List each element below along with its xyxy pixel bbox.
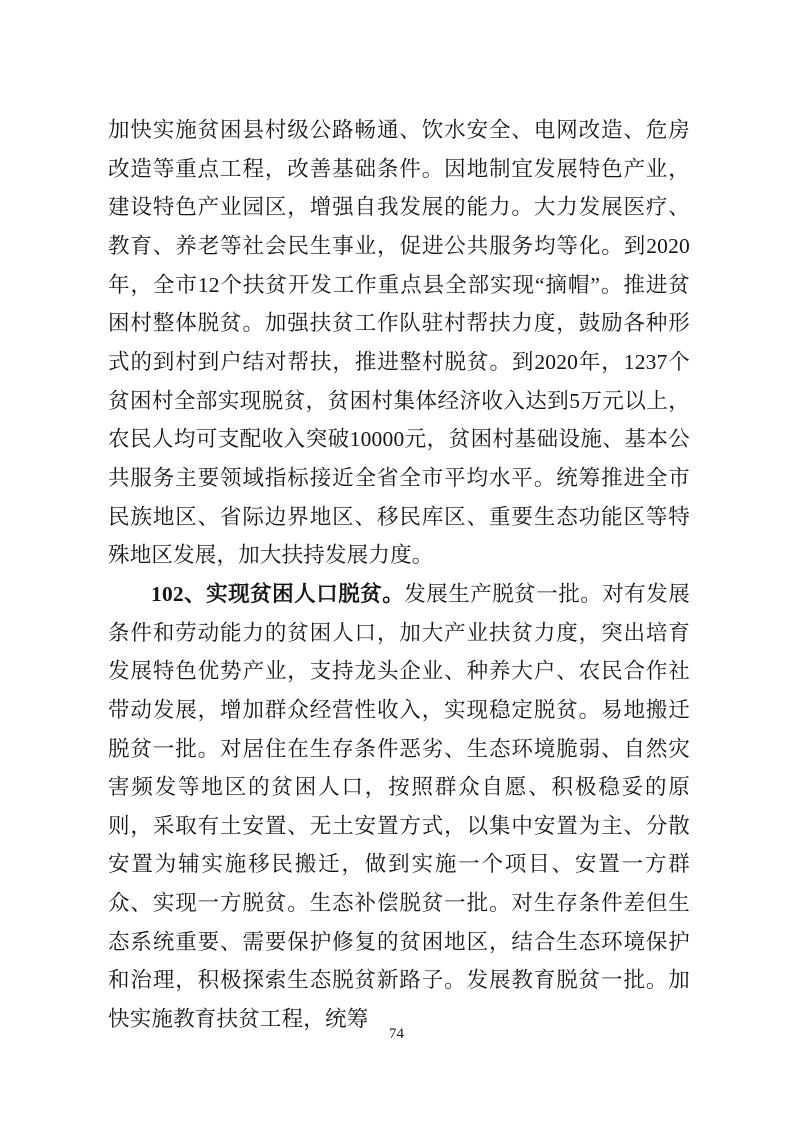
paragraph-lead-bold: 102、实现贫困人口脱贫。 (151, 581, 405, 606)
page-body (108, 111, 690, 1039)
paragraph-text: 发展生产脱贫一批。对有发展条件和劳动能力的贫困人口，加大产业扶贫力度，突出培育发展特色优势产业，支持龙头企业、种养大户、农民合作社带动发展，增加群众经营性收入，实现稳定脱贫。易地搬迁脱贫一批。对居住在生存条件恶劣、生态环境脆弱、自然灾害频发等地区的贫困人口，按照群众自愿、积极稳妥的原则，采取有土安置、无土安置方式，以集中安置为主、分散安置为辅实施移民搬迁，做到实施一个项目、安置一方群众、实现一方脱贫。生态补偿脱贫一批。对生存条件差但生态系统重要、需要保护修复的贫困地区，结合生态环境保护和治理，积极探索生态脱贫新路子。发展教育脱贫一批。加快实施教育扶贫工程，统筹 (108, 581, 690, 1032)
page-number: 74 (389, 1026, 404, 1042)
paragraph-item-102 (108, 575, 690, 1039)
paragraph-text: 加快实施贫困县村级公路畅通、饮水安全、电网改造、危房改造等重点工程，改善基础条件。因地制宜发展特色产业，建设特色产业园区，增强自我发展的能力。大力发展医疗、教育、养老等社会民生事业，促进公共服务均等化。到2020年，全市12个扶贫开发工作重点县全部实现“摘帽”。推进贫困村整体脱贫。加强扶贫工作队驻村帮扶力度，鼓励各种形式的到村到户结对帮扶，推进整村脱贫。到2020年，1237个贫困村全部实现脱贫，贫困村集体经济收入达到5万元以上，农民人均可支配收入突破10000元，贫困村基础设施、基本公共服务主要领域指标接近全省全市平均水平。统筹推进全市民族地区、省际边界地区、移民库区、重要生态功能区等特殊地区发展，加大扶持发展力度。 (108, 118, 690, 568)
paragraph-continuation (108, 111, 690, 575)
